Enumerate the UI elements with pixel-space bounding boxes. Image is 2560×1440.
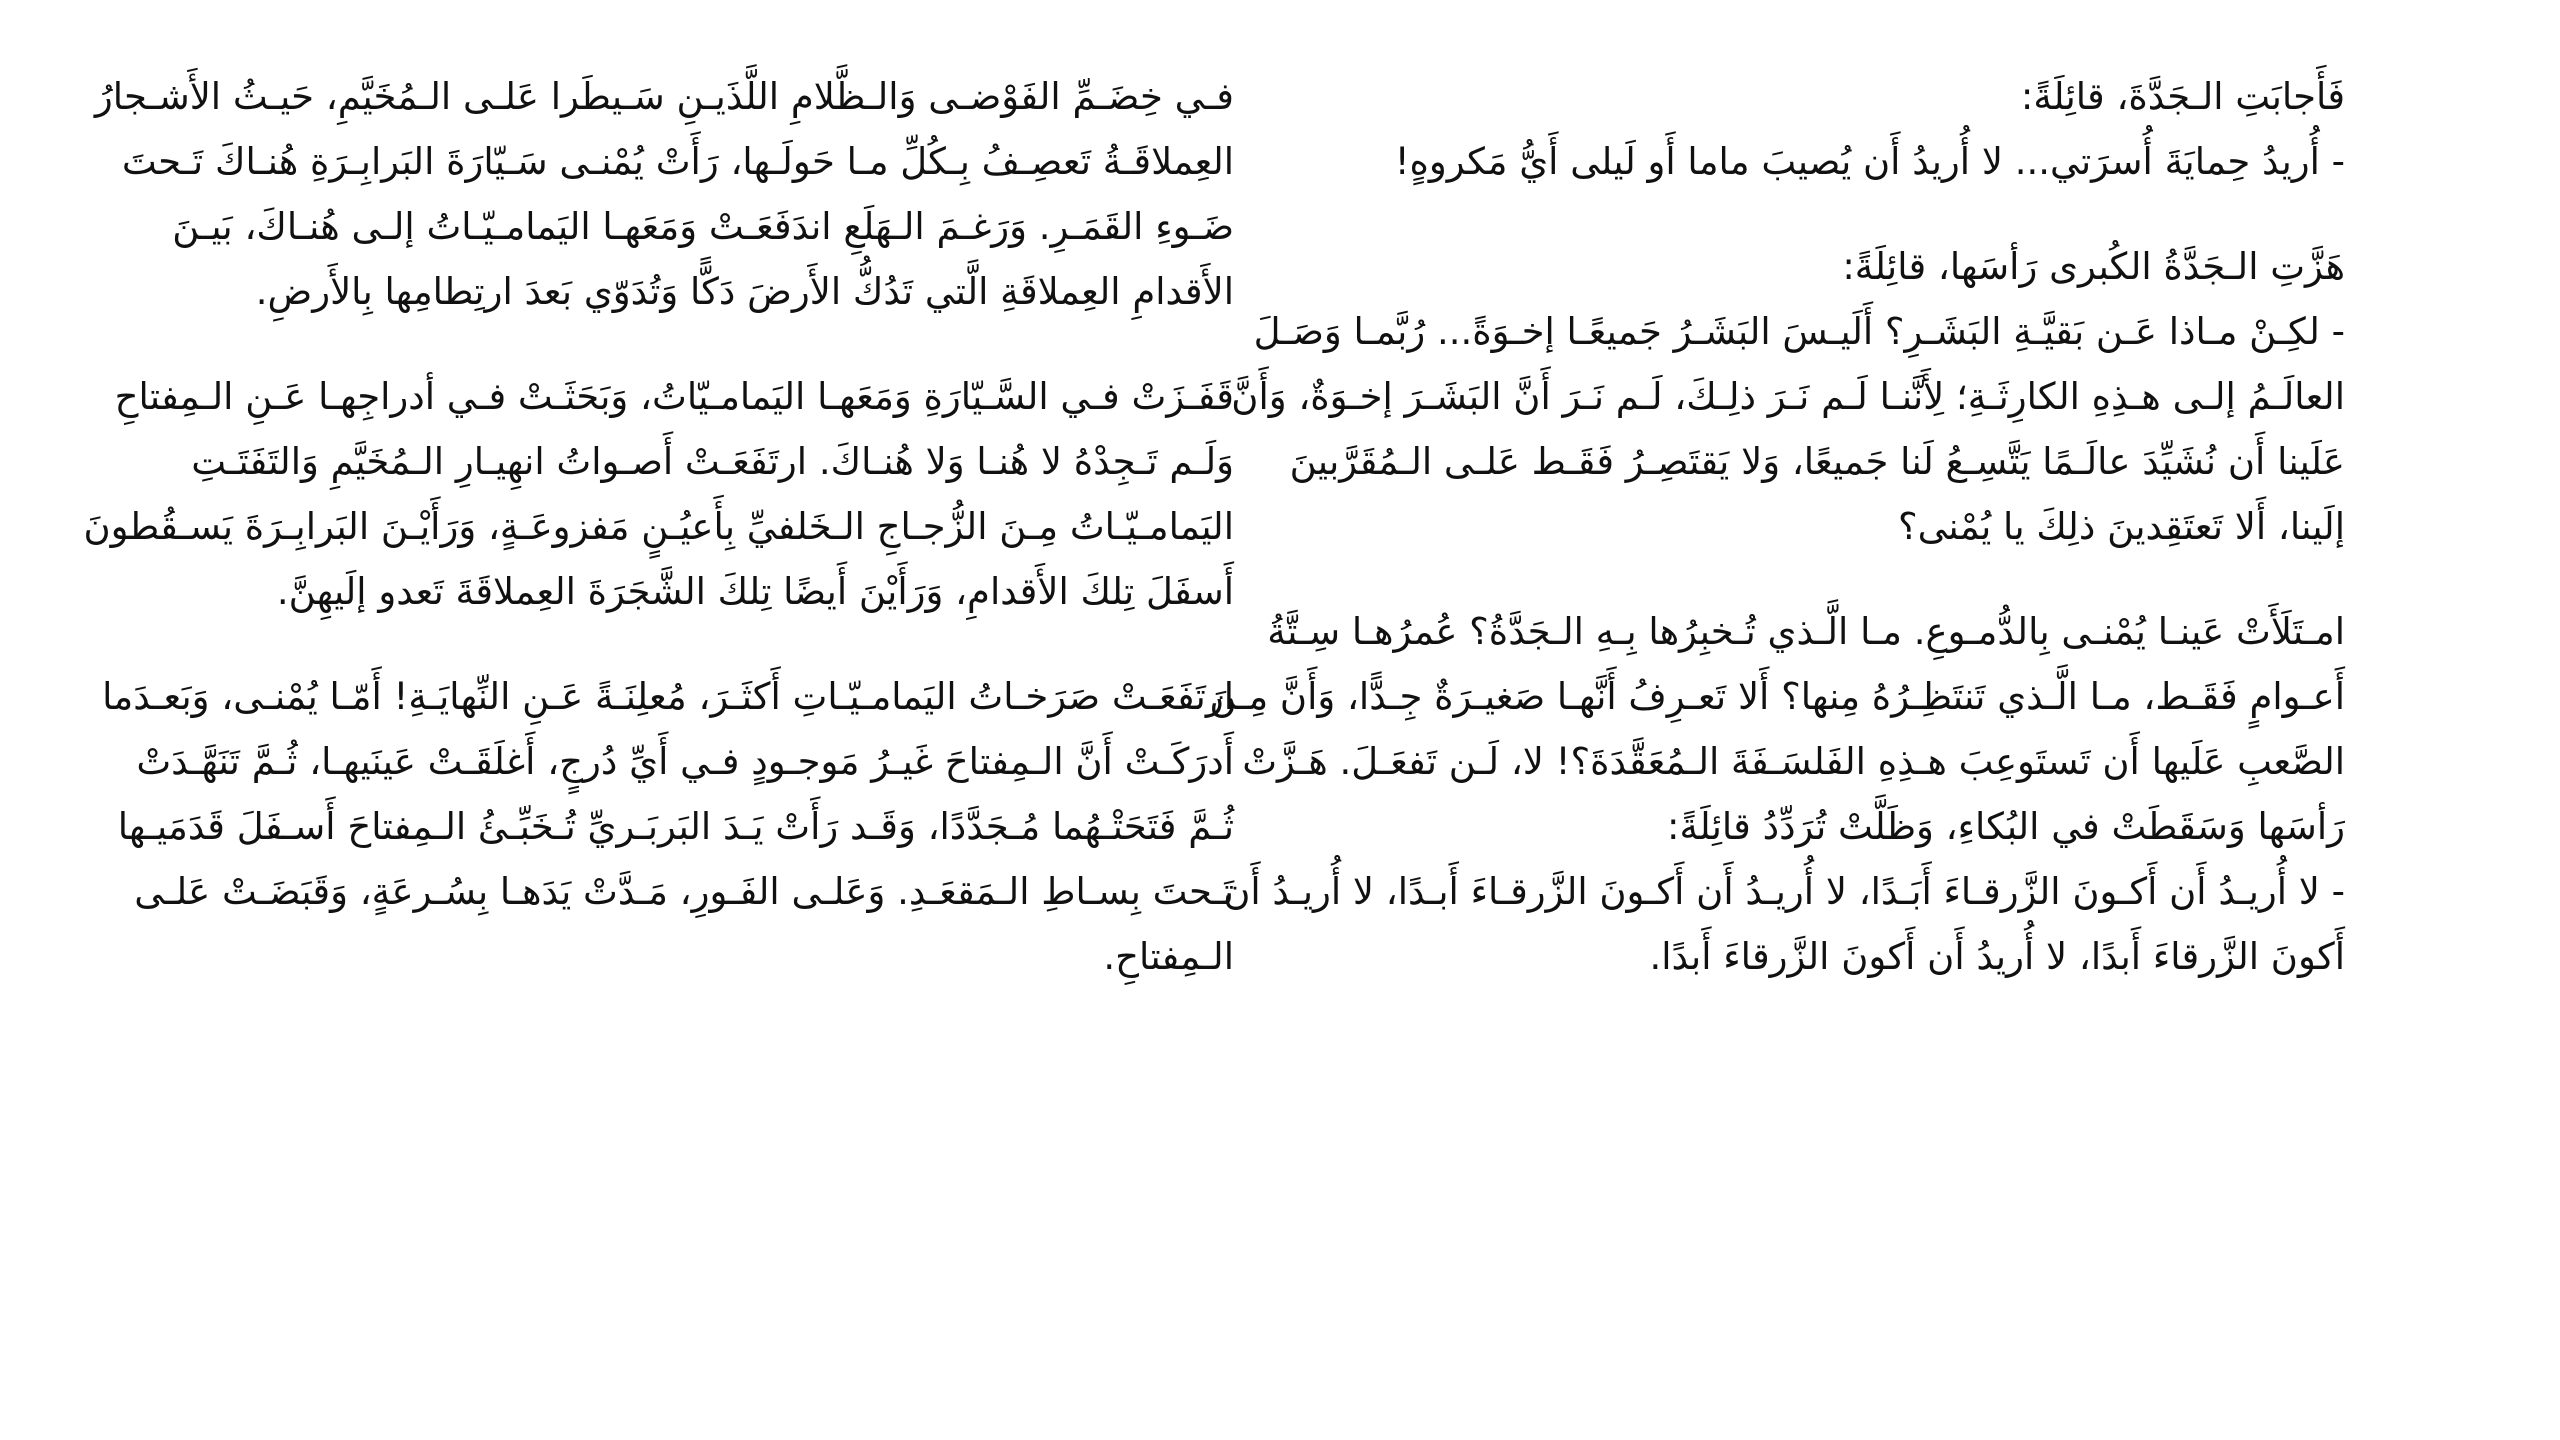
text-line: فـي خِضَـمِّ الفَوْضـى وَالـظَّلامِ اللَّذَيـنِ سَـيطَرا عَلـى الـمُخَيَّمِ، حَيـثُ الأَشـجارُ bbox=[94, 75, 1234, 118]
text-line: الأَقدامِ العِملاقَةِ الَّتي تَدُكُّ الأَرضَ دَكًّا وَتُدَوّي بَعدَ ارتِطامِها بِالأَرضِ. bbox=[255, 270, 1234, 313]
paragraph bbox=[1209, 599, 2345, 859]
text-line: فَأَجابَتِ الـجَدَّةَ، قائِلَةً: bbox=[2020, 75, 2345, 118]
text-line: رَأسَها وَسَقَطَتْ في البُكاءِ، وَظَلَّتْ تُرَدِّدُ قائِلَةً: bbox=[1667, 805, 2345, 848]
text-line: وَلَـم تَـجِدْهُ لا هُنـا وَلا هُنـاكَ. ارتَفَعَـتْ أَصـواتُ انهِيـارِ الـمُخَيَّمِ وَالتَفَتَـتِ bbox=[191, 440, 1234, 483]
text-line: أَعـوامٍ فَقَـط، مـا الَّـذي تَنتَظِـرُهُ مِنها؟ أَلا تَعـرِفُ أَنَّهـا صَغيـرَةٌ جِـدًّا، وَأَنَّ مِـنَ bbox=[1209, 675, 2345, 718]
paragraph bbox=[102, 664, 1234, 989]
text-line: أَكونَ الزَّرقاءَ أَبدًا، لا أُريدُ أَن أَكونَ الزَّرقاءَ أَبدًا. bbox=[1649, 935, 2345, 978]
right-page bbox=[1209, 64, 2345, 1029]
text-line: - لكِـنْ مـاذا عَـن بَقيَّـةِ البَشَـرِ؟ أَلَيـسَ البَشَـرُ جَميعًـا إخـوَةً... رُبَّمـا وَصَـلَ bbox=[1253, 310, 2345, 353]
paragraph bbox=[83, 364, 1234, 624]
text-line: أَسفَلَ تِلكَ الأَقدامِ، وَرَأَيْنَ أَيضًا تِلكَ الشَّجَرَةَ العِملاقَةَ تَعدو إلَيهِنَّ. bbox=[276, 570, 1234, 613]
text-line: الصَّعبِ عَلَيها أَن تَستَوعِبَ هـذِهِ الفَلسَـفَةَ الـمُعَقَّدَةَ؟! لا، لَـن تَفعَـلَ. هَـزَّتْ bbox=[1242, 740, 2345, 783]
text-line: إلَينا، أَلا تَعتَقِدينَ ذلِكَ يا يُمْنى؟ bbox=[1897, 505, 2345, 548]
text-line: اليَمامـيّـاتُ مِـنَ الزُّجـاجِ الـخَلفيِّ بِأَعيُـنٍ مَفزوعَـةٍ، وَرَأَيْـنَ البَرابِـرَةَ يَسـقُطونَ bbox=[83, 505, 1234, 548]
text-line: العالَـمُ إلـى هـذِهِ الكارِثَـةِ؛ لِأَنَّنـا لَـم نَـرَ ذلِـكَ، لَـم نَـرَ أَنَّ البَشَـرَ إخـوَةٌ، وَأَنَّ bbox=[1231, 375, 2345, 418]
paragraph bbox=[94, 64, 1234, 324]
text-line: - لا أُريـدُ أَن أَكـونَ الزَّرقـاءَ أَبَـدًا، لا أُريـدُ أَن أَكـونَ الزَّرقـاءَ أَبـدًا، لا أُريـدُ أَن bbox=[1223, 870, 2345, 913]
left-page bbox=[83, 64, 1234, 1029]
text-line: هَزَّتِ الـجَدَّةُ الكُبرى رَأسَها، قائِلَةً: bbox=[1842, 245, 2345, 288]
text-line: ثُـمَّ فَتَحَتْـهُما مُـجَدَّدًا، وَقَـد رَأَتْ يَـدَ البَربَـريِّ تُـخَبِّـئُ الـمِفتاحَ أَسـفَلَ قَدَمَيـها bbox=[117, 805, 1234, 848]
text-line: تَـحتَ بِسـاطِ الـمَقعَـدِ. وَعَلـى الفَـورِ، مَـدَّتْ يَدَهـا بِسُـرعَةٍ، وَقَبَضَـتْ عَلـى bbox=[134, 870, 1234, 913]
text-line: الـمِفتاحِ. bbox=[1103, 935, 1234, 978]
text-line: ضَـوءِ القَمَـرِ. وَرَغـمَ الـهَلَعِ اندَفَعَـتْ وَمَعَهـا اليَمامـيّـاتُ إلـى هُنـاكَ، بَيـنَ bbox=[172, 205, 1234, 248]
dialogue-paragraph bbox=[1231, 299, 2345, 559]
text-line: عَلَينا أَن نُشَيِّدَ عالَـمًا يَتَّسِـعُ لَنا جَميعًا، وَلا يَقتَصِـرُ فَقَـط عَلـى الـمُقَرَّبينَ bbox=[1289, 440, 2345, 483]
dialogue-paragraph bbox=[1338, 129, 2345, 194]
text-line: العِملاقَـةُ تَعصِـفُ بِـكُلِّ مـا حَولَـها، رَأَتْ يُمْنـى سَـيّارَةَ البَرابِـرَةِ هُنـاكَ تَـحتَ bbox=[121, 140, 1234, 183]
dialogue-paragraph bbox=[1223, 859, 2345, 989]
text-line: ارتَفَعَـتْ صَرَخـاتُ اليَمامـيّـاتِ أَكثَـرَ، مُعلِنَـةً عَـنِ النِّهايَـةِ! أَمّـا يُمْنـى، وَبَعـدَما bbox=[102, 675, 1234, 718]
text-line: أَدرَكَـتْ أَنَّ الـمِفتاحَ غَيـرُ مَوجـودٍ فـي أَيِّ دُرجٍ، أَغلَقَـتْ عَينَيهـا، ثُـمَّ تَنَهَّـدَتْ bbox=[136, 740, 1234, 783]
text-line: - أُريدُ حِمايَةَ أُسرَتي... لا أُريدُ أَن يُصيبَ ماما أَو لَيلى أَيُّ مَكروهٍ! bbox=[1394, 140, 2345, 183]
text-line: قَفَـزَتْ فـي السَّـيّارَةِ وَمَعَهـا اليَمامـيّاتُ، وَبَحَثَـتْ فـي أدراجِهـا عَـنِ الـمِفتاحِ bbox=[114, 375, 1234, 418]
text-line: امـتَلَأَتْ عَينـا يُمْنـى بِالدُّمـوعِ. مـا الَّـذي تُـخبِرُها بِـهِ الـجَدَّةُ؟ عُمرُهـا سِـتَّةُ bbox=[1267, 610, 2345, 653]
paragraph bbox=[1338, 64, 2345, 129]
paragraph bbox=[1338, 234, 2345, 299]
